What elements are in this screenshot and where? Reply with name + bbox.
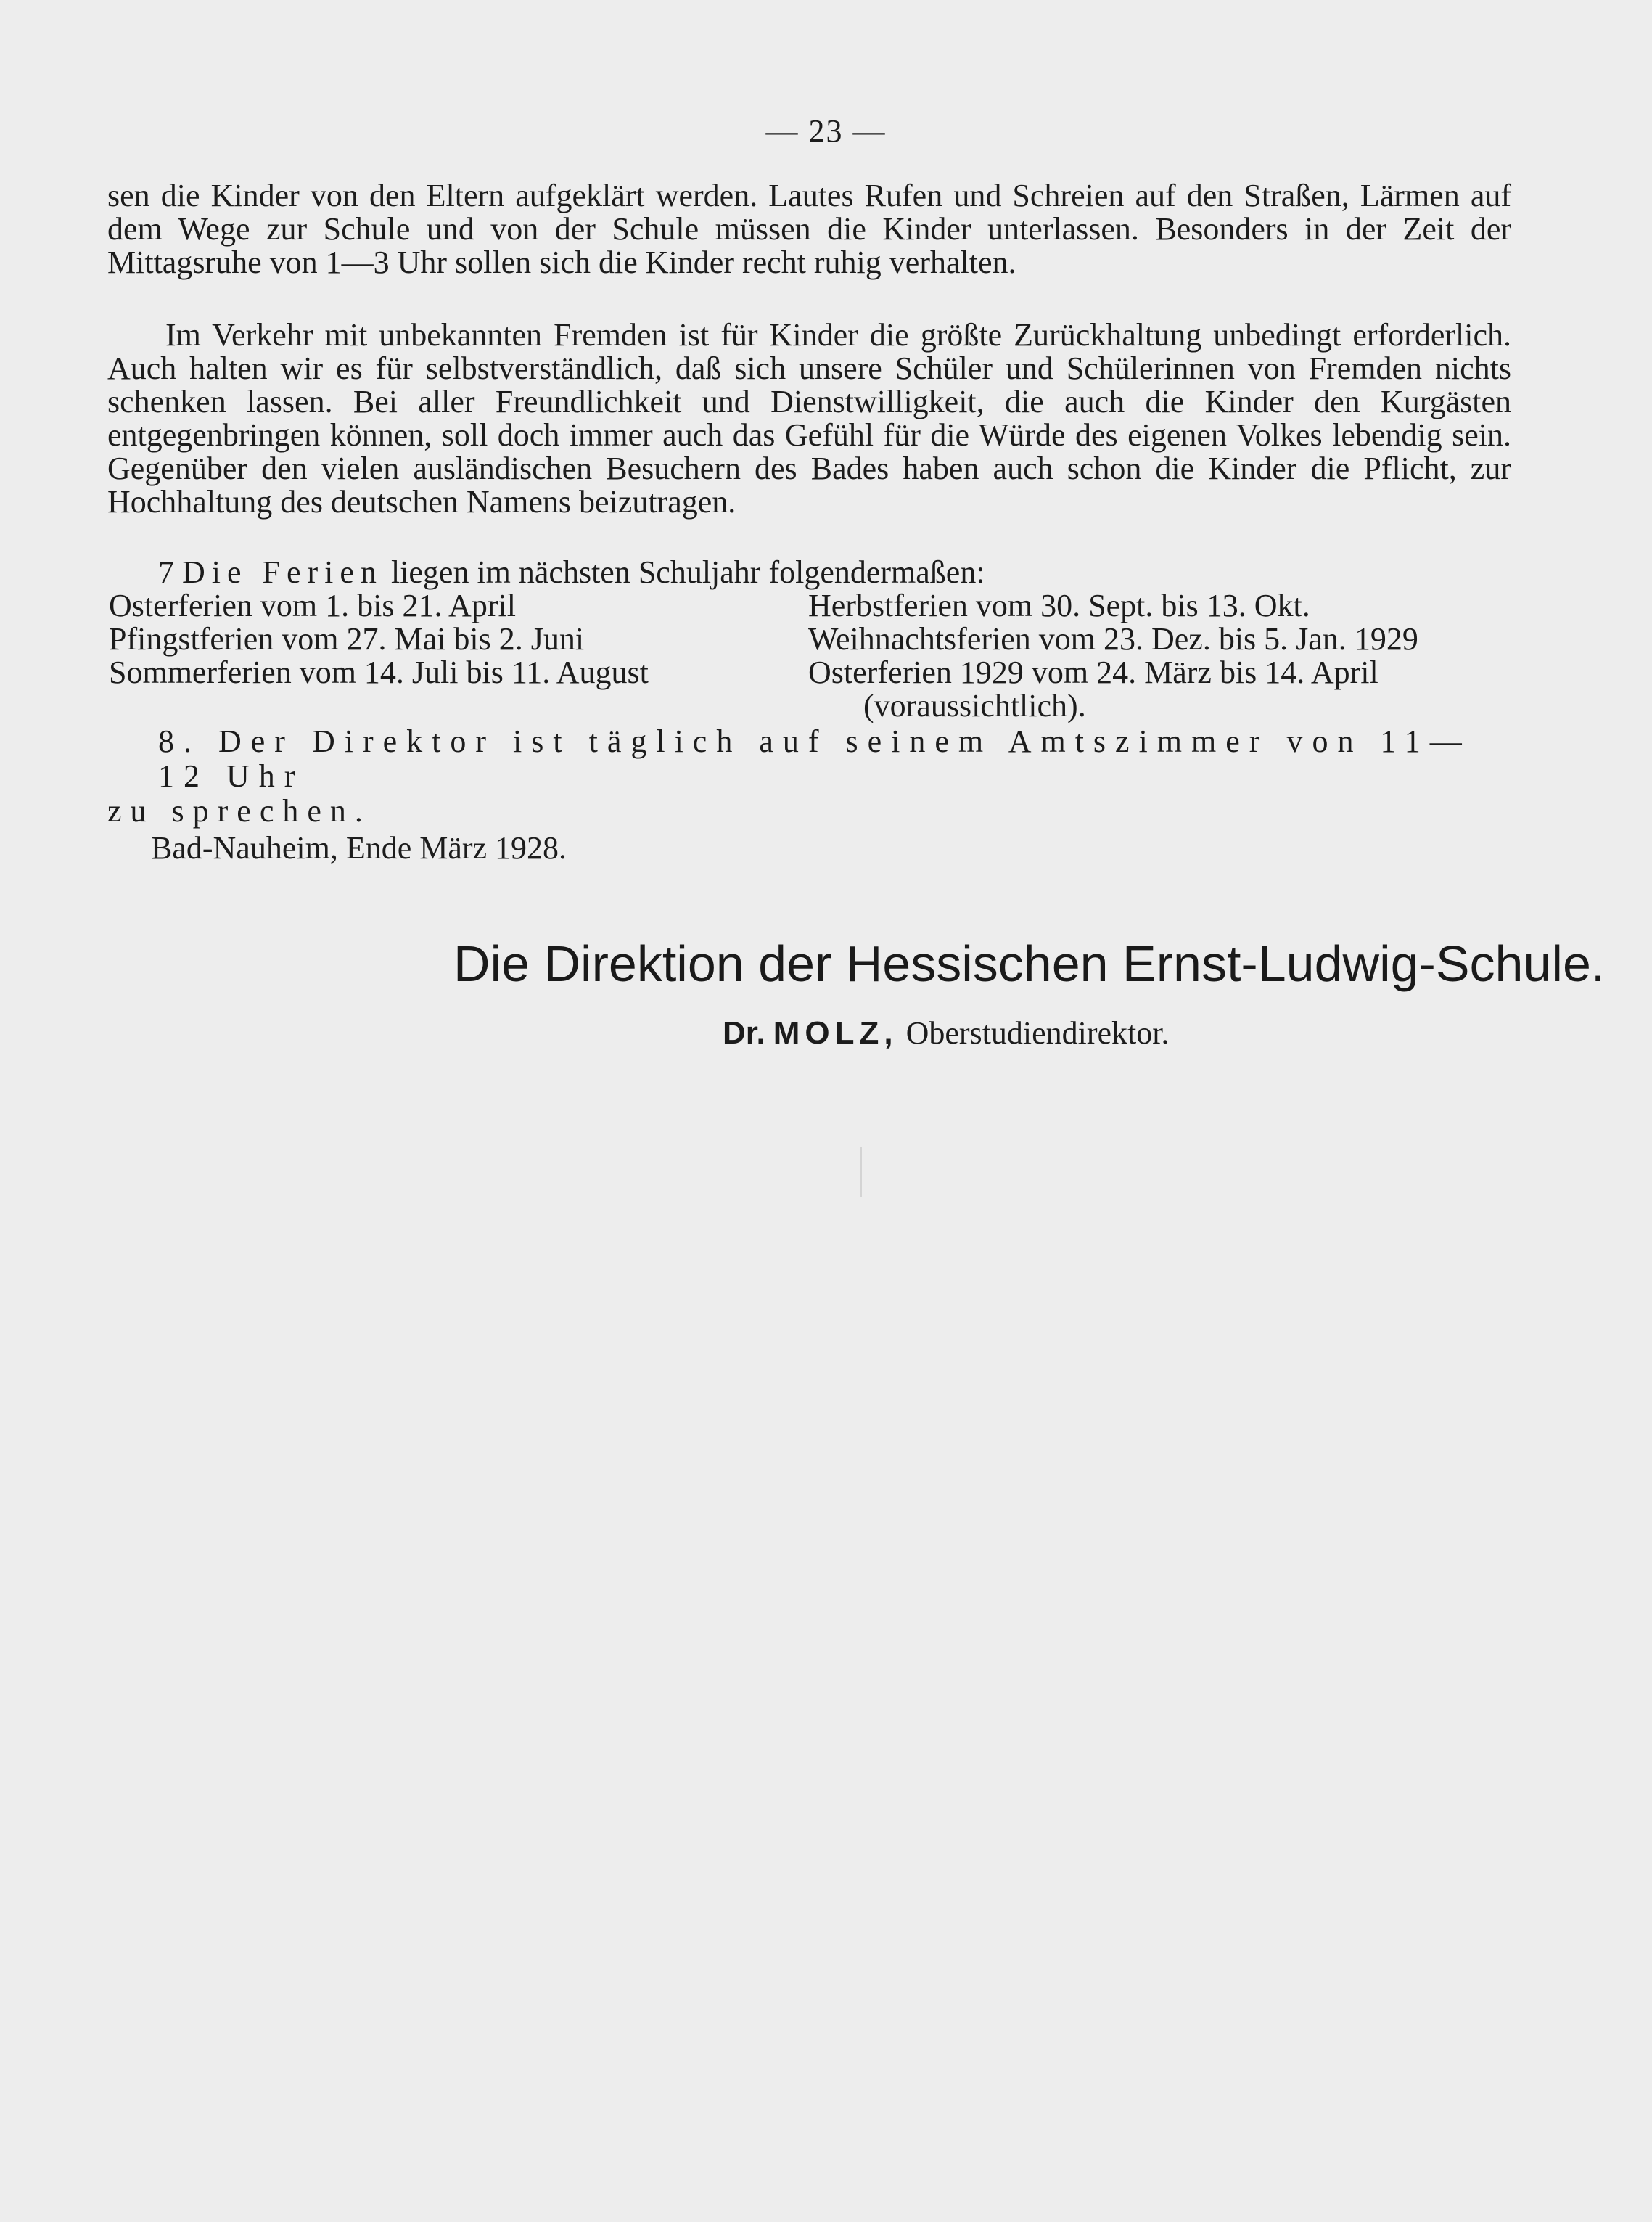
paper-fold-mark (860, 1147, 862, 1197)
holiday-entry: Osterferien vom 1. bis 21. April (109, 588, 516, 623)
signature-position: Oberstudiendirektor. (905, 1015, 1170, 1051)
holiday-entry: Sommerferien vom 14. Juli bis 11. August (109, 655, 649, 690)
paragraph-strangers: Im Verkehr mit unbekannten Fremden ist für Kinder die größte Zurückhaltung unbedingt erforderlich. Auch halten wir es für selbstverständlich, daß sich unsere Schüler und Schülerinnen von Fremden nichts schenken lassen. Bei aller Freundlichkeit und Dienstwilligkeit, die auch die Kinder den Kurgästen entgegenbringen können, soll doch immer auch das Gefühl für die Würde des eigenen Volkes lebendig sein. Gegenüber den vielen ausländischen Besuchern des Bades haben auch schon die Kinder die Pflicht, zur Hochhaltung des deutschen Namens beizutragen. (107, 317, 1511, 520)
holidays-right-column (808, 589, 1418, 723)
page-number: — 23 — (765, 113, 887, 149)
signature-organization: Die Direktion der Hessischen Ernst-Ludwig-Schule. (453, 935, 1606, 992)
holiday-note: (voraussichtlich). (863, 688, 1086, 723)
holidays-heading: Die Ferien (182, 554, 383, 590)
holidays-left-column (109, 589, 649, 689)
place-date: Bad-Nauheim, Ende März 1928. (151, 830, 567, 866)
director-office-hours (107, 723, 1515, 829)
signature-title-prefix: Dr. (723, 1015, 765, 1051)
paragraph-children-behavior: sen die Kinder von den Eltern aufgeklärt werden. Lautes Rufen und Schreien auf den Straßen, Lärmen auf dem Wege zur Schule und von der Schule müssen die Kinder unterlassen. Besonders in der Zeit der Mittagsruhe von 1—3 Uhr sollen sich die Kinder recht ruhig verhalten. (107, 178, 1511, 280)
director-note-line-2: zu sprechen. (107, 793, 371, 829)
holiday-entry: Weihnachtsferien vom 23. Dez. bis 5. Jan. 1929 (808, 621, 1418, 657)
director-note-line-1: 8. Der Direktor ist täglich auf seinem Amtszimmer von 11—12 Uhr (158, 723, 1471, 794)
holidays-intro (158, 556, 985, 589)
holiday-entry: Pfingstferien vom 27. Mai bis 2. Juni (109, 621, 585, 657)
holidays-number: 7 (158, 554, 174, 590)
holiday-entry: Osterferien 1929 vom 24. März bis 14. April (808, 655, 1378, 690)
holidays-intro-text: liegen im nächsten Schuljahr folgendermaßen: (390, 554, 985, 590)
holiday-entry: Herbstferien vom 30. Sept. bis 13. Okt. (808, 588, 1310, 623)
signature-name: MOLZ, (773, 1015, 898, 1051)
signature-name-line (723, 1014, 1169, 1051)
